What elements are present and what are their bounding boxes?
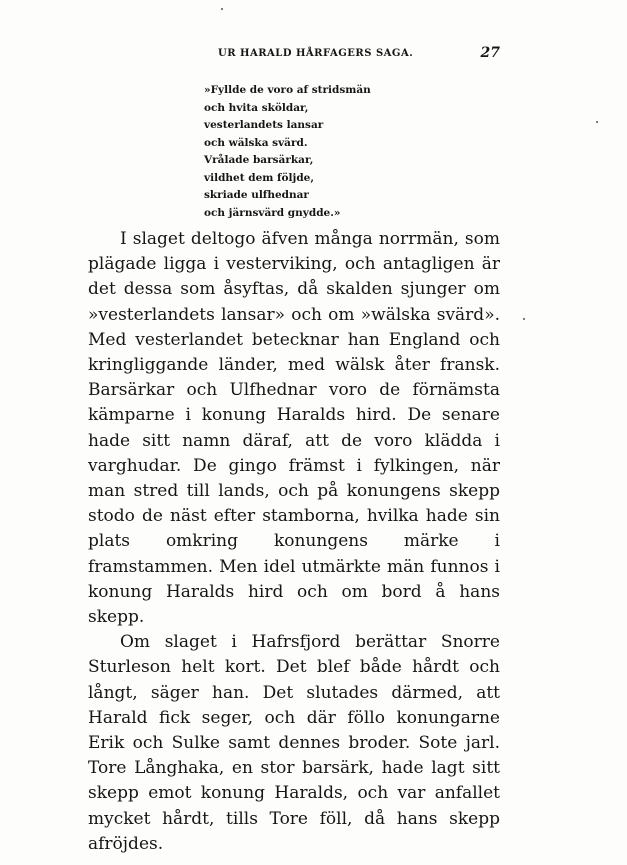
poem-line: och wälska svärd. bbox=[204, 136, 308, 149]
poem-line: vesterlandets lansar bbox=[204, 119, 324, 131]
running-title: UR HARALD HÅRFAGERS SAGA. bbox=[218, 48, 414, 59]
poem-line: och järnsvärd gnydde.» bbox=[204, 206, 341, 219]
poem-line: »Fyllde de voro af stridsmän bbox=[204, 84, 371, 96]
poem-line: vildhet dem följde, bbox=[204, 171, 315, 184]
poem-line: Vrålade barsärkar, bbox=[204, 154, 314, 166]
body-text bbox=[88, 227, 500, 857]
paragraph: Om slaget i Hafrsfjord berättar Snorre Sturleson helt kort. Det blef både hårdt och långt, säger han. Det slutades därmed, att Harald fick seger, och där föllo konungarne Erik och Sulke samt dennes broder. Sote jarl. Tore Långhaka, en stor barsärk, hade lagt sitt skepp emot konung Haralds, och var anfallet mycket hårdt, tills Tore föll, då hans skepp afröjdes. bbox=[88, 632, 500, 854]
poem-quote bbox=[204, 82, 464, 222]
paper-speck bbox=[523, 318, 525, 320]
paragraph: I slaget deltogo äfven många norrmän, som plägade ligga i vesterviking, och antagligen är det dessa som åsyftas, då skalden sjunger om »vesterlandets lansar» och om »wälska svärd». Med vesterlandet betecknar han England och kringliggande länder, med wälsk åter fransk. Barsärkar och Ulfhednar voro de förnämsta kämparne i konung Haralds hird. De senare hade sitt namn däraf, att de voro klädda i varghudar. De gingo främst i fylkingen, när man stred till lands, och på konungens skepp stodo de näst efter stamborna, hvilka hade sin plats omkring konungens märke i framstammen. Men idel utmärkte män funnos i konung Haralds hird och om bord å hans skepp. bbox=[88, 229, 500, 628]
poem-line: skriade ulfhednar bbox=[204, 189, 309, 201]
page-number: 27 bbox=[480, 45, 500, 61]
paper-speck bbox=[596, 121, 598, 123]
page-header bbox=[88, 45, 510, 65]
paper-speck bbox=[221, 8, 223, 10]
poem-line: och hvita sköldar, bbox=[204, 101, 309, 114]
